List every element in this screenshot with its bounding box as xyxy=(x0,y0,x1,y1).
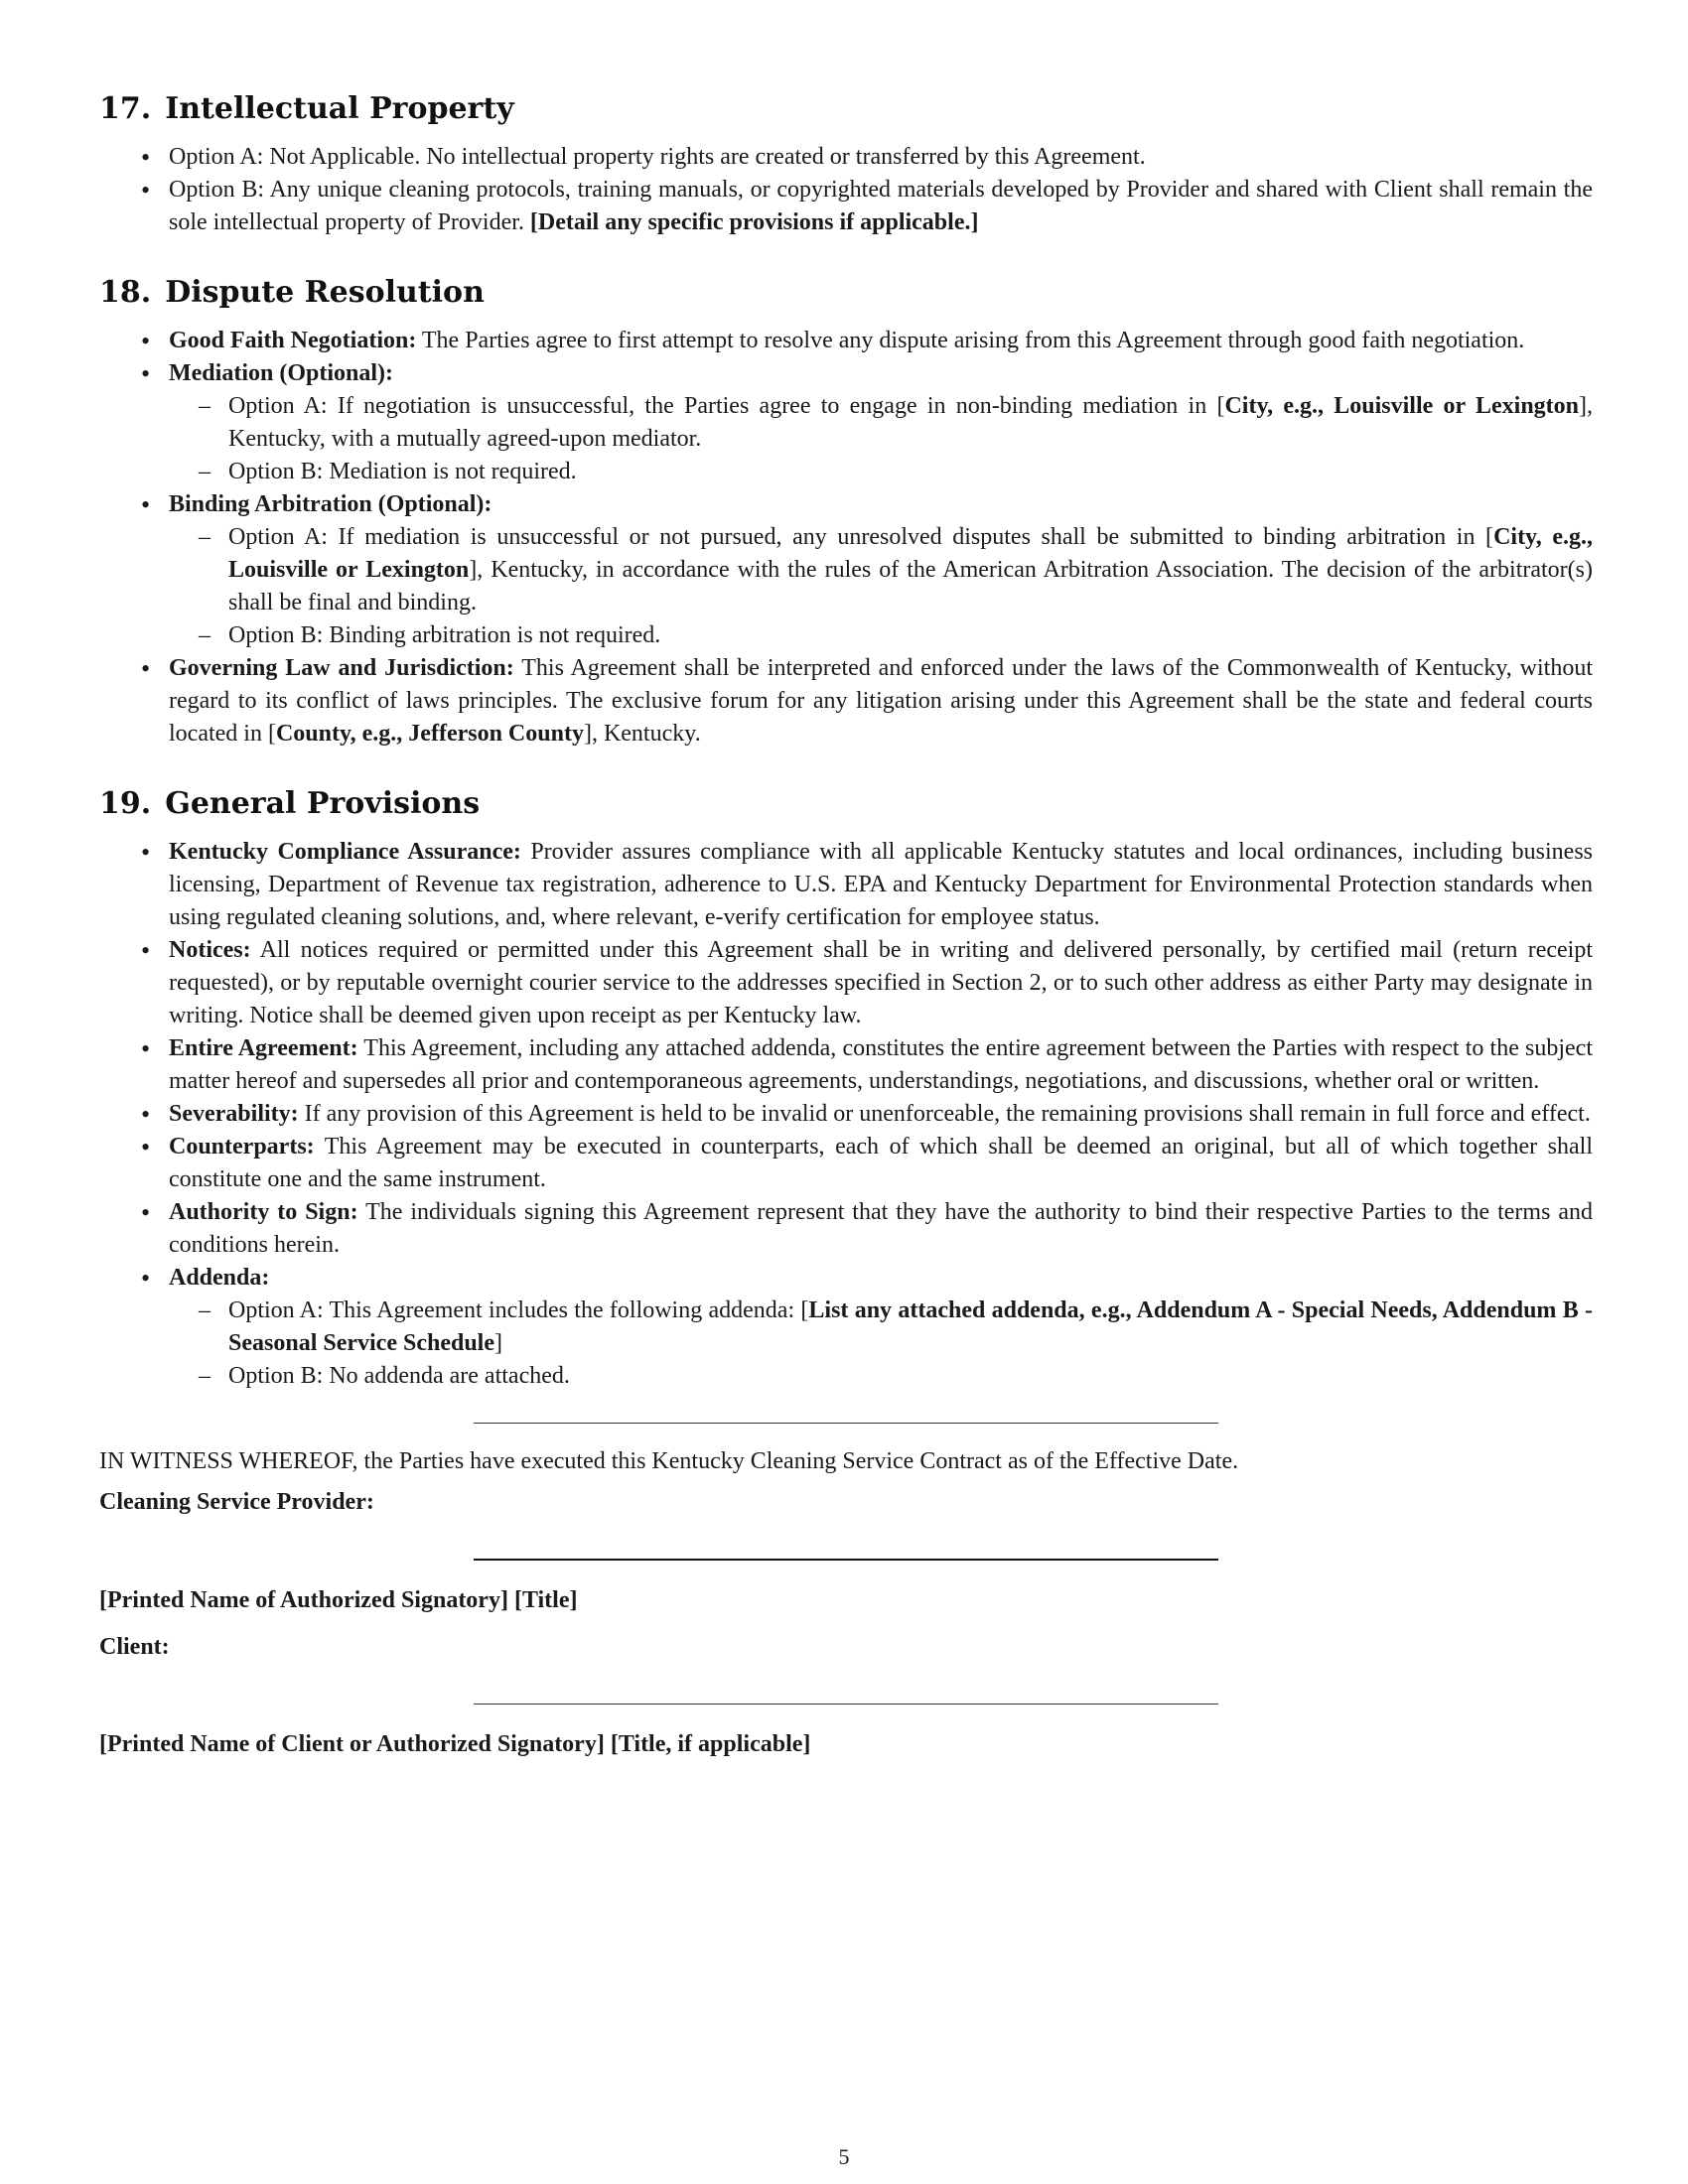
sub-list-item: – Option B: Mediation is not required. xyxy=(228,456,1593,488)
list-item: • Option A: Not Applicable. No intellectual property rights are created or transferred by this Agreement. xyxy=(169,141,1593,174)
list-item: • Mediation (Optional): – Option A: If negotiation is unsuccessful, the Parties agree to engage in non-binding mediation in [City, e.g., Louisville or Lexington], Kentucky, with a mutually agreed-upon mediator. – Option B: Mediation is not required. xyxy=(169,357,1593,488)
signature-rule xyxy=(474,1704,1218,1705)
list-item: • Governing Law and Jurisdiction: This Agreement shall be interpreted and enforced under the laws of the Commonwealth of Kentucky, without regard to its conflict of laws principles. The exclusive forum for any litigation arising under this Agreement shall be the state and federal courts located in [County, e.g., Jefferson County], Kentucky. xyxy=(169,652,1593,751)
list-item: • Kentucky Compliance Assurance: Provider assures compliance with all applicable Kentucky statutes and local ordinances, including business licensing, Department of Revenue tax registration, adherence to U.S. EPA and Kentucky Department for Environmental Protection standards when using regulated cleaning solutions, and, where relevant, e-verify certification for employee status. xyxy=(169,836,1593,934)
section-intellectual-property xyxy=(99,91,1593,239)
sub-list-item: – Option B: No addenda are attached. xyxy=(228,1360,1593,1393)
section-dispute-resolution xyxy=(99,275,1593,751)
section-heading: 19. General Provisions xyxy=(99,786,481,821)
provider-signature-line[interactable] xyxy=(99,1559,1593,1561)
client-signature-line[interactable] xyxy=(99,1704,1593,1705)
client-label: Client: xyxy=(99,1634,170,1660)
divider-rule xyxy=(474,1423,1218,1424)
list-item: • Entire Agreement: This Agreement, including any attached addenda, constitutes the entire agreement between the Parties with respect to the subject matter hereof and supersedes all prior and contemporaneous agreements, understandings, negotiations, and discussions, whether oral or written. xyxy=(169,1032,1593,1098)
list-item: • Option B: Any unique cleaning protocols, training manuals, or copyrighted materials developed by Provider and shared with Client shall remain the sole intellectual property of Provider. [Detail any specific provisions if applicable.] xyxy=(169,174,1593,239)
witness-statement: IN WITNESS WHEREOF, the Parties have executed this Kentucky Cleaning Service Contract as of the Effective Date. xyxy=(99,1448,1239,1474)
bullet-list xyxy=(99,836,1593,1393)
list-item: • Notices: All notices required or permitted under this Agreement shall be in writing and delivered personally, by certified mail (return receipt requested), or by reputable overnight courier service to the addresses specified in Section 2, or to such other address as either Party may designate in writing. Notice shall be deemed given upon receipt as per Kentucky law. xyxy=(169,934,1593,1032)
list-item: • Good Faith Negotiation: The Parties agree to first attempt to resolve any dispute arising from this Agreement through good faith negotiation. xyxy=(169,325,1593,357)
bullet-list xyxy=(99,141,1593,239)
section-heading: 17. Intellectual Property xyxy=(99,91,514,126)
section-general-provisions xyxy=(99,786,1593,1393)
sub-list xyxy=(169,1295,1593,1393)
list-item: • Binding Arbitration (Optional): – Option A: If mediation is unsuccessful or not pursued, any unresolved disputes shall be submitted to binding arbitration in [City, e.g., Louisville or Lexington], Kentucky, in accordance with the rules of the American Arbitration Association. The decision of the arbitrator(s) shall be final and binding. – Option B: Binding arbitration is not required. xyxy=(169,488,1593,652)
sub-list-item: – Option B: Binding arbitration is not required. xyxy=(228,619,1593,652)
bullet-list xyxy=(99,325,1593,751)
signature-rule xyxy=(474,1559,1218,1561)
section-heading: 18. Dispute Resolution xyxy=(99,275,485,310)
provider-label: Cleaning Service Provider: xyxy=(99,1489,374,1515)
sub-list-item: – Option A: If mediation is unsuccessful or not pursued, any unresolved disputes shall be submitted to binding arbitration in [City, e.g., Louisville or Lexington], Kentucky, in accordance with the rules of the American Arbitration Association. The decision of the arbitrator(s) shall be final and binding. xyxy=(228,521,1593,619)
sub-list xyxy=(169,390,1593,488)
list-item: • Severability: If any provision of this Agreement is held to be invalid or unenforceable, the remaining provisions shall remain in full force and effect. xyxy=(169,1098,1593,1131)
sub-list xyxy=(169,521,1593,652)
page-number: 5 xyxy=(838,2144,850,2169)
provider-printed-name: [Printed Name of Authorized Signatory] [Title] xyxy=(99,1587,578,1613)
sub-list-item: – Option A: If negotiation is unsuccessful, the Parties agree to engage in non-binding mediation in [City, e.g., Louisville or Lexington], Kentucky, with a mutually agreed-upon mediator. xyxy=(228,390,1593,456)
list-item: • Addenda: – Option A: This Agreement includes the following addenda: [List any attached addenda, e.g., Addendum A - Special Needs, Addendum B - Seasonal Service Schedule] – Option B: No addenda are attached. xyxy=(169,1262,1593,1393)
list-item: • Authority to Sign: The individuals signing this Agreement represent that they have the authority to bind their respective Parties to the terms and conditions herein. xyxy=(169,1196,1593,1262)
sub-list-item: – Option A: This Agreement includes the following addenda: [List any attached addenda, e.g., Addendum A - Special Needs, Addendum B - Seasonal Service Schedule] xyxy=(228,1295,1593,1360)
list-item: • Counterparts: This Agreement may be executed in counterparts, each of which shall be deemed an original, but all of which together shall constitute one and the same instrument. xyxy=(169,1131,1593,1196)
client-printed-name: [Printed Name of Client or Authorized Signatory] [Title, if applicable] xyxy=(99,1731,811,1757)
